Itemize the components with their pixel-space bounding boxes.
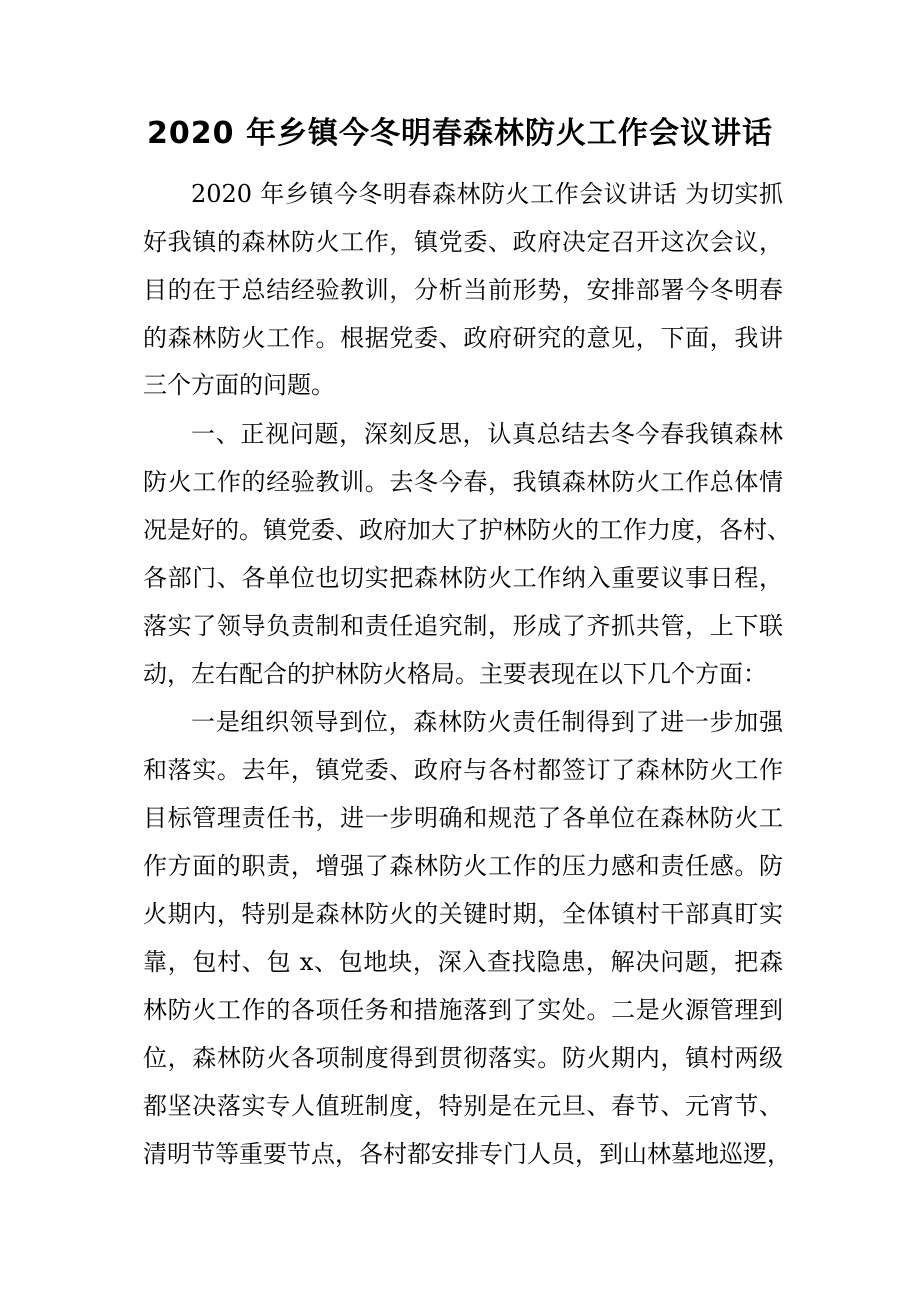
body-line: 动，左右配合的护林防火格局。主要表现在以下几个方面： xyxy=(143,660,767,688)
body-line: 目标管理责任书，进一步明确和规范了各单位在森林防火工 xyxy=(143,804,783,832)
body-line: 位，森林防火各项制度得到贯彻落实。防火期内，镇村两级 xyxy=(143,1044,783,1072)
body-line: 一、正视问题，深刻反思，认真总结去冬今春我镇森林 xyxy=(191,420,783,448)
body-line: 目的在于总结经验教训，分析当前形势，安排部署今冬明春 xyxy=(143,276,783,304)
body-line: 三个方面的问题。 xyxy=(143,371,335,399)
body-line: 作方面的职责，增强了森林防火工作的压力感和责任感。防 xyxy=(143,852,783,880)
body-line: 和落实。去年，镇党委、政府与各村都签订了森林防火工作 xyxy=(143,756,783,784)
body-line: 林防火工作的各项任务和措施落到了实处。二是火源管理到 xyxy=(143,996,783,1024)
body-line: 防火工作的经验教训。去冬今春，我镇森林防火工作总体情 xyxy=(143,468,783,496)
body-line: 2020 年乡镇今冬明春森林防火工作会议讲话 为切实抓 xyxy=(191,180,783,208)
document-title: 2020 年乡镇今冬明春森林防火工作会议讲话 xyxy=(147,116,773,151)
body-line: 一是组织领导到位，森林防火责任制得到了进一步加强 xyxy=(191,708,783,736)
body-line: 清明节等重要节点，各村都安排专门人员，到山林墓地巡逻， xyxy=(143,1140,791,1168)
body-line: 好我镇的森林防火工作，镇党委、政府决定召开这次会议， xyxy=(143,228,783,256)
body-line: 火期内，特别是森林防火的关键时期，全体镇村干部真盯实 xyxy=(143,900,783,928)
body-line: 的森林防火工作。根据党委、政府研究的意见，下面，我讲 xyxy=(143,324,783,352)
body-line: 落实了领导负责制和责任追究制，形成了齐抓共管，上下联 xyxy=(143,612,783,640)
body-line: 各部门、各单位也切实把森林防火工作纳入重要议事日程， xyxy=(143,564,783,592)
body-line: 都坚决落实专人值班制度，特别是在元旦、春节、元宵节、 xyxy=(143,1092,783,1120)
body-line: 况是好的。镇党委、政府加大了护林防火的工作力度，各村、 xyxy=(143,516,791,544)
body-line: 靠，包村、包 x、包地块，深入查找隐患，解决问题，把森 xyxy=(143,948,783,976)
